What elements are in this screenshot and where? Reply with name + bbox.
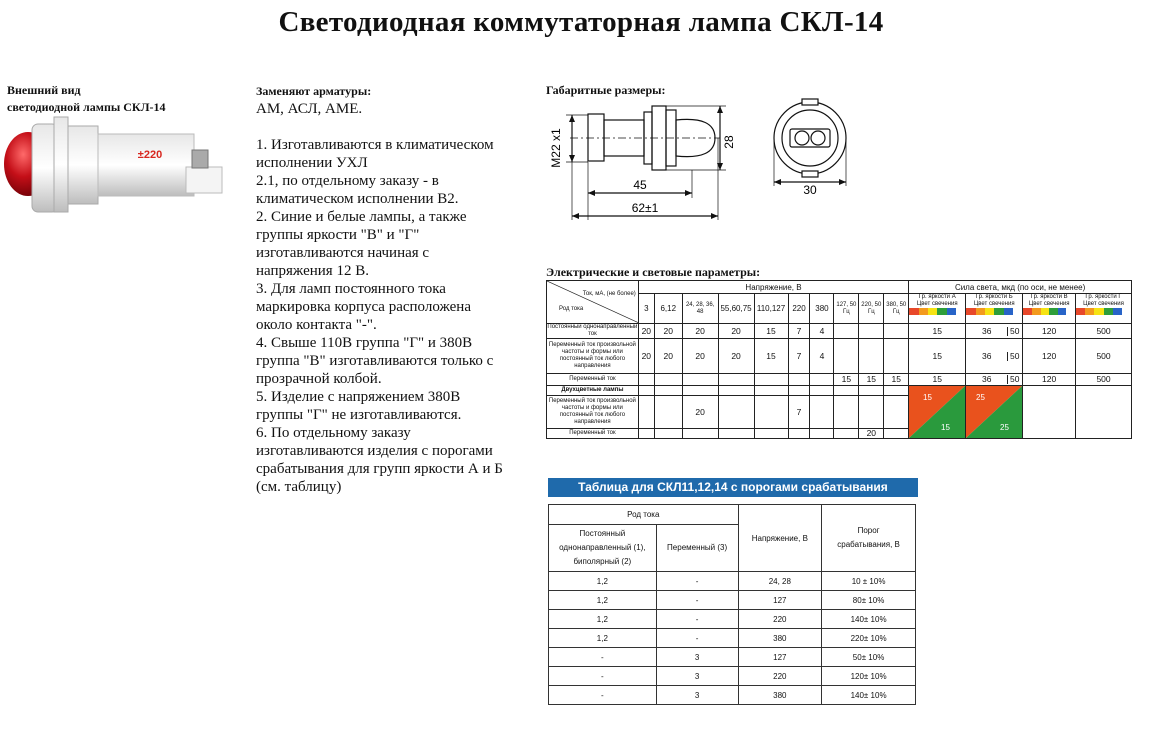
lamp-nut (68, 126, 98, 204)
lamp-photo (2, 112, 224, 217)
params-cell (834, 396, 859, 429)
threshold-row (549, 667, 916, 686)
params-cell (654, 396, 682, 429)
light-cell: 500 (1076, 374, 1132, 386)
notes-heading: Заменяют арматуры: (256, 84, 372, 98)
threshold-table (548, 504, 916, 705)
params-cell (718, 374, 754, 386)
notes-line: 3. Для ламп постоянного тока маркировка корпуса расположена около контакта "-". (256, 281, 471, 333)
voltage-head: 380 (810, 294, 834, 324)
params-row (547, 339, 1132, 374)
params-cell: 20 (654, 339, 682, 374)
params-row-kind: Переменный ток (547, 374, 639, 386)
photo-caption-line2: светодиодной лампы СКЛ-14 (7, 100, 166, 114)
light-cell: 500 (1076, 339, 1132, 374)
params-cell: 20 (682, 339, 718, 374)
group-head: Гр. яркости А Цвет свечения (909, 294, 966, 324)
threshold-cell: 220 (738, 667, 822, 686)
threshold-cell: 140± 10% (822, 610, 916, 629)
light-cell: 120 (1023, 324, 1076, 339)
lamp-screw (192, 150, 208, 168)
params-h-kind: Род тока (559, 306, 584, 312)
params-cell (884, 339, 909, 374)
params-cell: 7 (788, 396, 810, 429)
params-cell: 15 (754, 324, 788, 339)
notes-line: 1. Изготавливаются в климатическом исполнении УХЛ (256, 137, 494, 171)
voltage-head: 127, 50 Гц (834, 294, 859, 324)
svg-text:25: 25 (1000, 423, 1010, 432)
threshold-cell: 140± 10% (822, 686, 916, 705)
thr-h-threshold: Порог срабатывания, В (822, 505, 916, 572)
params-cell (638, 396, 654, 429)
params-cell: 4 (810, 324, 834, 339)
params-cell (754, 374, 788, 386)
params-h-voltage: Напряжение, В (638, 281, 908, 294)
threshold-cell: 24, 28 (738, 572, 822, 591)
photo-caption (7, 82, 166, 116)
threshold-cell: - (656, 610, 738, 629)
thr-h-kind: Род тока (549, 505, 739, 525)
threshold-cell: 380 (738, 686, 822, 705)
params-cell (654, 429, 682, 439)
params-cell: 15 (834, 374, 859, 386)
params-cell (810, 429, 834, 439)
group-head: Гр. яркости В Цвет свечения (1023, 294, 1076, 324)
params-cell (884, 396, 909, 429)
threshold-cell: 220± 10% (822, 629, 916, 648)
threshold-cell: - (549, 667, 657, 686)
threshold-cell: - (656, 591, 738, 610)
params-row-kind: Постоянный однонаправленный ток (547, 324, 638, 337)
params-corner (547, 281, 639, 324)
thr-h-ac: Переменный (3) (656, 525, 738, 572)
bicolor-row-kind: Переменный ток (547, 429, 639, 439)
params-cell (834, 339, 859, 374)
page-title: Светодиодная коммутаторная лампа СКЛ-14 (278, 6, 884, 38)
threshold-cell: - (656, 572, 738, 591)
voltage-head: 55,60,75 (718, 294, 754, 324)
threshold-cell: 3 (656, 667, 738, 686)
params-cell: 20 (682, 396, 718, 429)
dimensions-drawing (540, 98, 870, 228)
params-cell (859, 324, 884, 339)
params-cell: 20 (718, 324, 754, 339)
light-cell: 15 (909, 324, 966, 339)
params-cell (788, 429, 810, 439)
params-h-light: Сила света, мкд (по оси, не менее) (909, 281, 1132, 294)
params-cell (682, 374, 718, 386)
color-swatches (1076, 308, 1131, 315)
bicolor-swatch (909, 386, 966, 439)
threshold-cell: 1,2 (549, 629, 657, 648)
dim-thread: М22 х1 (549, 128, 563, 168)
threshold-cell: 120± 10% (822, 667, 916, 686)
params-cell (754, 429, 788, 439)
params-cell (788, 374, 810, 386)
voltage-head: 6,12 (654, 294, 682, 324)
threshold-cell: 1,2 (549, 591, 657, 610)
threshold-cell: - (549, 686, 657, 705)
threshold-row (549, 591, 916, 610)
params-cell (754, 396, 788, 429)
svg-text:15: 15 (941, 423, 951, 432)
params-cell: 15 (859, 374, 884, 386)
params-cell (884, 429, 909, 439)
bicolor-label: Двухцветные лампы (547, 386, 639, 396)
photo-caption-line1: Внешний вид (7, 83, 81, 97)
dimensions-caption: Габаритные размеры: (546, 83, 666, 97)
params-row (547, 374, 1132, 386)
threshold-cell: - (656, 629, 738, 648)
threshold-cell: - (549, 648, 657, 667)
params-cell (810, 374, 834, 386)
params-cell (859, 396, 884, 429)
dim-62: 62±1 (631, 201, 659, 215)
lamp-label: ±220 (137, 149, 163, 161)
color-swatches (909, 308, 965, 315)
params-cell: 20 (682, 324, 718, 339)
params-cell: 15 (754, 339, 788, 374)
params-row-kind: Переменный ток произвольной частоты и формы или постоянный ток любого направления (547, 339, 639, 374)
light-cell: 15 (909, 374, 966, 386)
params-caption: Электрические и световые параметры: (546, 265, 761, 279)
params-cell (638, 429, 654, 439)
threshold-cell: 1,2 (549, 572, 657, 591)
params-cell (834, 429, 859, 439)
params-table (546, 280, 1132, 439)
params-cell (884, 324, 909, 339)
notes-spacer (256, 118, 506, 136)
params-cell (654, 374, 682, 386)
front-view (774, 99, 846, 186)
light-cell: 120 (1023, 339, 1076, 374)
threshold-row (549, 572, 916, 591)
voltage-head: 220 (788, 294, 810, 324)
group-head: Гр. яркости Б Цвет свечения (966, 294, 1023, 324)
dim-height: 28 (722, 135, 736, 149)
params-cell: 20 (718, 339, 754, 374)
threshold-header: Таблица для СКЛ11,12,14 с порогами срабатывания (548, 478, 918, 497)
params-h-current: Ток, мА, (не более) (582, 291, 636, 297)
params-row (547, 324, 1132, 339)
voltage-head: 220, 50 Гц (859, 294, 884, 324)
params-cell (638, 374, 654, 386)
light-cell: 120 (1023, 374, 1076, 386)
params-cell: 7 (788, 339, 810, 374)
color-swatches (1023, 308, 1075, 315)
threshold-cell: 10 ± 10% (822, 572, 916, 591)
notes-line: 6. По отдельному заказу изготавливаются изделия с порогами срабатывания для групп яркости А и Б (см. таблицу) (256, 425, 503, 495)
lamp-terminal (186, 167, 222, 193)
params-cell (718, 396, 754, 429)
threshold-cell: 3 (656, 648, 738, 667)
params-cell: 7 (788, 324, 810, 339)
threshold-cell: 3 (656, 686, 738, 705)
light-cell: 500 (1076, 324, 1132, 339)
light-cell: 36 50 (966, 374, 1023, 386)
bicolor-swatch (966, 386, 1023, 439)
dim-30: 30 (803, 183, 817, 197)
notes-line: 5. Изделие с напряжением 380В группы "Г" не изготавливаются. (256, 389, 462, 423)
light-cell: 36 50 (966, 324, 1023, 339)
light-cell: 36 50 (966, 339, 1023, 374)
threshold-row (549, 686, 916, 705)
params-cell: 20 (638, 324, 654, 339)
params-cell: 15 (884, 374, 909, 386)
color-swatches (966, 308, 1022, 315)
params-cell: 20 (859, 429, 884, 439)
thr-h-voltage: Напряжение, В (738, 505, 822, 572)
params-cell (834, 324, 859, 339)
notes-line: 4. Свыше 110В группа "Г" и 380В группа "В" изготавливаются только с прозрачной колбой. (256, 335, 494, 387)
bicolor-row-kind: Переменный ток произвольной частоты и формы или постоянный ток любого направления (547, 396, 639, 429)
params-cell (810, 396, 834, 429)
svg-text:15: 15 (923, 393, 933, 402)
params-cell: 20 (638, 339, 654, 374)
threshold-cell: 50± 10% (822, 648, 916, 667)
params-cell (859, 339, 884, 374)
notes-block (256, 82, 506, 496)
threshold-cell: 127 (738, 648, 822, 667)
svg-text:25: 25 (976, 393, 986, 402)
params-cell (682, 429, 718, 439)
bicolor-label-row (547, 386, 1132, 396)
thr-h-dc: Постоянный однонаправленный (1), биполярный (2) (549, 525, 657, 572)
notes-line: 2.1, по отдельному заказу - в климатическом исполнении В2. (256, 173, 459, 207)
voltage-head: 24, 28, 36, 48 (682, 294, 718, 324)
threshold-row (549, 610, 916, 629)
voltage-head: 110,127 (754, 294, 788, 324)
params-cell (718, 429, 754, 439)
threshold-row (549, 629, 916, 648)
voltage-head: 3 (638, 294, 654, 324)
voltage-head: 380, 50 Гц (884, 294, 909, 324)
group-head: Гр. яркости Г Цвет свечения (1076, 294, 1132, 324)
params-cell: 20 (654, 324, 682, 339)
threshold-cell: 220 (738, 610, 822, 629)
threshold-cell: 127 (738, 591, 822, 610)
light-cell: 15 (909, 339, 966, 374)
threshold-cell: 380 (738, 629, 822, 648)
threshold-cell: 1,2 (549, 610, 657, 629)
threshold-row (549, 648, 916, 667)
dim-45: 45 (633, 178, 647, 192)
lamp-body (98, 134, 194, 196)
threshold-cell: 80± 10% (822, 591, 916, 610)
notes-line: АМ, АСЛ, АМЕ. (256, 101, 363, 117)
params-cell: 4 (810, 339, 834, 374)
notes-line: 2. Синие и белые лампы, а также группы яркости "В" и "Г" изготавливаются начиная с напряжения 12 В. (256, 209, 467, 279)
